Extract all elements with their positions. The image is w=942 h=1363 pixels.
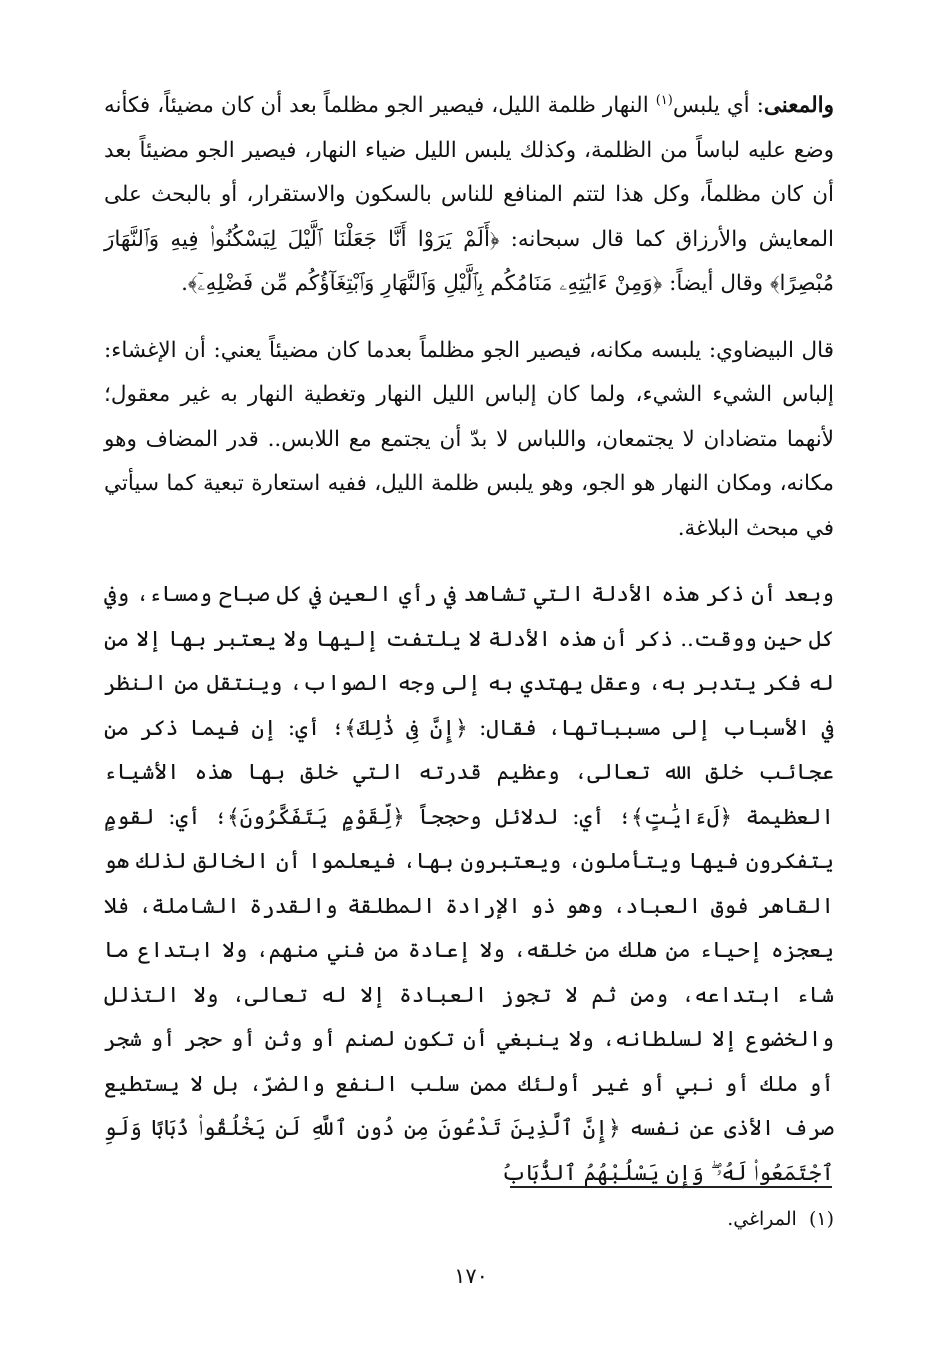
quran-quote: ﴿إِنَّ فِى ذَٰلِكَ﴾: [344, 715, 468, 741]
footnote-divider: [510, 1186, 832, 1188]
text-segment: ؛ أي: لدلائل وحججاً: [404, 804, 632, 830]
text-segment: ؛ أي: لقومٍ يتفكرون فيها ويتأملون، ويعتبرون بها، فيعلموا أن الخالق لذلك هو القاهر فوق العباد، وهو ذو الإرادة المطلقة والقدرة الشاملة، فلا يعجزه إحياء من هلك من خلقه، ولا إعادة من فني منهم، ولا ابتداع ما شاء ابتداعه، ومن ثم لا تجوز العبادة إلا له تعالى، ولا التذلل والخضوع إلا لسلطانه، ولا ينبغي أن تكون لصنم أو وثن أو حجر أو شجر أو ملك أو نبي أو غير أولئك ممن سلب النفع والضرّ، بل لا يستطيع صرف الأذى عن نفسه: [104, 804, 834, 1141]
quran-quote: ﴿وَمِنْ ءَايَٰتِهِۦ مَنَامُكُم بِٱلَّيْلِ وَٱلنَّهَارِ وَٱبْتِغَآؤُكُم مِّن فَضْلِهِۦٓ﴾: [187, 271, 663, 296]
quran-quote: ﴿إِنَّ ٱلَّذِينَ تَدْعُونَ مِن دُونِ ٱللَّهِ لَن يَخْلُقُوا۟ ذُبَابًا وَلَوِ ٱجْتَمَعُوا۟ لَهُۥ ۖ وَإِن يَسْلُبْهُمُ ٱلذُّبَابُ: [104, 1116, 834, 1186]
paragraph-baydawi: قال البيضاوي: يلبسه مكانه، فيصير الجو مظلماً بعدما كان مضيئاً يعني: أن الإغشاء: إلباس الشيء الشيء، ولما كان إلباس الليل النهار وتغطية النهار به غير معقول؛ لأنهما متضادان لا يجتمعان، واللباس لا بدّ أن يجتمع مع اللابس.. قدر المضاف وهو مكانه، ومكان النهار هو الجو، وهو يلبس ظلمة الليل، ففيه استعارة تبعية كما سيأتي في مبحث البلاغة.: [104, 337, 834, 541]
footnote: [727, 1206, 834, 1232]
text-segment: : أي يلبس: [672, 93, 764, 118]
paragraph-meaning: [104, 84, 834, 307]
text-segment: وقال أيضاً:: [662, 271, 770, 296]
page-number: ١٧٠: [454, 1264, 488, 1288]
quran-quote: ﴿لِّقَوْمٍ يَتَفَكَّرُونَ﴾: [227, 804, 405, 830]
footnote-text: المراغي.: [727, 1208, 797, 1230]
text-segment: .: [181, 271, 188, 296]
quran-quote: ﴿أَلَمْ يَرَوْا أَنَّا جَعَلْنَا ٱلَّيْلَ لِيَسْكُنُوا۟ فِيهِ وَٱلنَّهَارَ مُبْصِرًا﴾: [104, 226, 834, 296]
footnote-marker: (١): [655, 92, 673, 108]
text-segment: النهار ظلمة الليل، فيصير الجو مظلماً بعد أن كان مضيئاً، فكأنه وضع عليه لباساً من الظلمة، وكذلك يلبس الليل ضياء النهار، فيصير الجو مضيئاً بعد أن كان مظلماً، وكل هذا لتتم المنافع للناس بالسكون والاستقرار، أو بالبحث على المعايش والأرزاق كما قال سبحانه:: [104, 93, 834, 252]
text-segment: ؛ أي: إن فيما ذكر من عجائب خلق الله تعالى، وعظيم قدرته التي خلق بها هذه الأشياء العظيمة: [104, 715, 834, 830]
text-segment: وبعد أن ذكر هذه الأدلة التي تشاهد في رأي العين في كل صباح ومساء، وفي كل حين ووقت.. ذكر أن هذه الأدلة لا يلتفت إليها ولا يعتبر بها إلا من له فكر يتدبر به، وعقل يهتدي به إلى وجه الصواب، وينتقل من النظر في الأسباب إلى مسبباتها، فقال:: [104, 582, 834, 741]
paragraph-signs: [104, 573, 834, 1196]
footnote-number: (١): [808, 1208, 834, 1230]
lead-word: والمعنى: [763, 93, 834, 118]
quran-quote: ﴿لَءَايَٰتٍ﴾: [631, 804, 732, 830]
